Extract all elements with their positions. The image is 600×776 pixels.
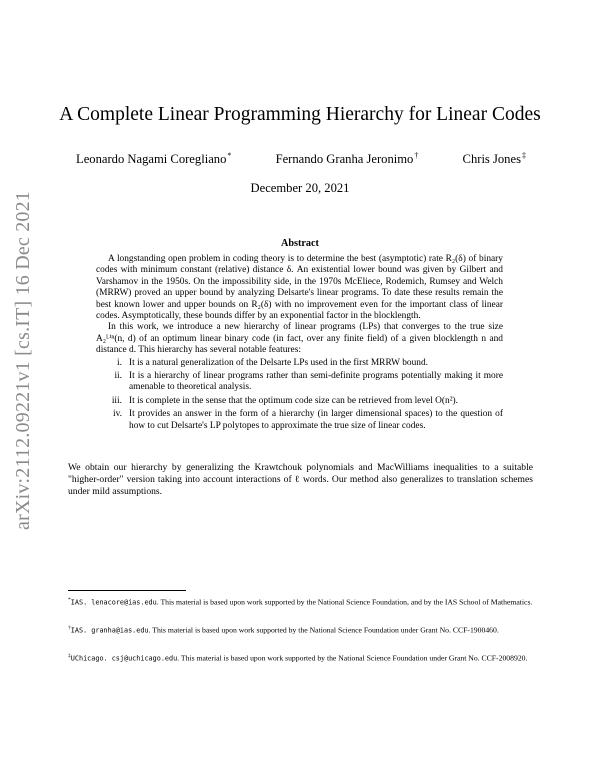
author-mark: † — [414, 151, 419, 160]
list-item — [96, 358, 503, 369]
footnote — [68, 624, 533, 636]
author — [463, 151, 526, 167]
list-item — [96, 371, 503, 394]
footnote-email: UChicago. csj@uchicago.edu — [70, 654, 178, 663]
list-item-number: iv. — [112, 409, 122, 420]
footnote-text: . This material is based upon work supported by the National Science Foundation under Grant No. CCF-2008920. — [177, 653, 528, 663]
author-mark: * — [227, 151, 232, 160]
list-item-number: i. — [117, 357, 122, 368]
publication-date: December 20, 2021 — [250, 181, 350, 195]
footnote-mark: * — [68, 597, 71, 603]
list-item-number: iii. — [111, 395, 122, 406]
abstract-paragraph: In this work, we introduce a new hierarchy of linear programs (LPs) that converges to the true size A₂ᴸⁱⁿ(n, d) of an optimum linear binary code (in fact, over any finite field) of a given blocklength n and distance d. This hierarchy has several notable features: — [96, 322, 503, 356]
abstract-heading: Abstract — [281, 238, 319, 249]
author — [276, 151, 419, 167]
footnote-mark: ‡ — [68, 653, 71, 659]
footnote-rule — [68, 590, 186, 591]
author-name: Fernando Granha Jeronimo — [275, 152, 414, 167]
abstract — [96, 254, 503, 435]
author-name: Leonardo Nagami Coregliano — [76, 152, 227, 167]
list-item-number: ii. — [114, 371, 122, 382]
abstract-paragraph: A longstanding open problem in coding theory is to determine the best (asymptotic) rate R₂(δ) of binary codes with minimum constant (relative) distance δ. An existential lower bound was given by Gilbert and Varshamov in the 1950s. On the impossibility side, in the 1970s McEliece, Rodemich, Rumsey and Welch (MRRW) proved an upper bound by analyzing Delsarte's linear programs. To date these results remain the best known lower and upper bounds on R₂(δ) with no improvement even for the important class of linear codes. Asymptotically, these bounds differ by an exponential factor in the blocklength. — [96, 254, 503, 322]
paper-title: A Complete Linear Programming Hierarchy for Linear Codes — [59, 104, 541, 125]
author-list — [76, 151, 526, 167]
footnote-mark: † — [68, 625, 71, 631]
footnote — [68, 596, 533, 608]
list-item-text: It is complete in the sense that the optimum code size can be retrieved from level O(n²). — [129, 395, 458, 406]
list-item-text: It provides an answer in the form of a hierarchy (in larger dimensional spaces) to the question of how to cut Delsarte's LP polytopes to approximate the true size of linear codes. — [129, 409, 503, 431]
footnote-email: IAS. lenacore@ias.edu — [70, 598, 157, 607]
author-name: Chris Jones — [462, 152, 521, 167]
list-item-text: It is a hierarchy of linear programs rather than semi-definite programs potentially making it more amenable to theoretical analysis. — [129, 371, 503, 393]
author — [76, 151, 231, 167]
list-item — [96, 409, 503, 432]
list-item — [96, 396, 503, 407]
arxiv-stamp-text: arXiv:2112.09221v1 [cs.IT] 16 Dec 2021 — [11, 190, 34, 530]
footnote-text: . This material is based upon work supported by the National Science Foundation, and by the IAS School of Mathematics. — [156, 597, 533, 607]
footnote-text: . This material is based upon work supported by the National Science Foundation under Grant No. CCF-1900460. — [148, 625, 499, 635]
footnote — [68, 652, 533, 664]
author-mark: ‡ — [521, 151, 526, 160]
feature-list — [96, 358, 503, 432]
arxiv-stamp — [10, 180, 36, 540]
list-item-text: It is a natural generalization of the Delsarte LPs used in the first MRRW bound. — [129, 357, 428, 368]
footnote-email: IAS. granha@ias.edu — [70, 626, 149, 635]
main-paragraph: We obtain our hierarchy by generalizing the Krawtchouk polynomials and MacWilliams inequalities to a suitable "higher-order" version taking into account interactions of ℓ words. Our method also generalizes to translation schemes under mild assumptions. — [68, 462, 533, 497]
